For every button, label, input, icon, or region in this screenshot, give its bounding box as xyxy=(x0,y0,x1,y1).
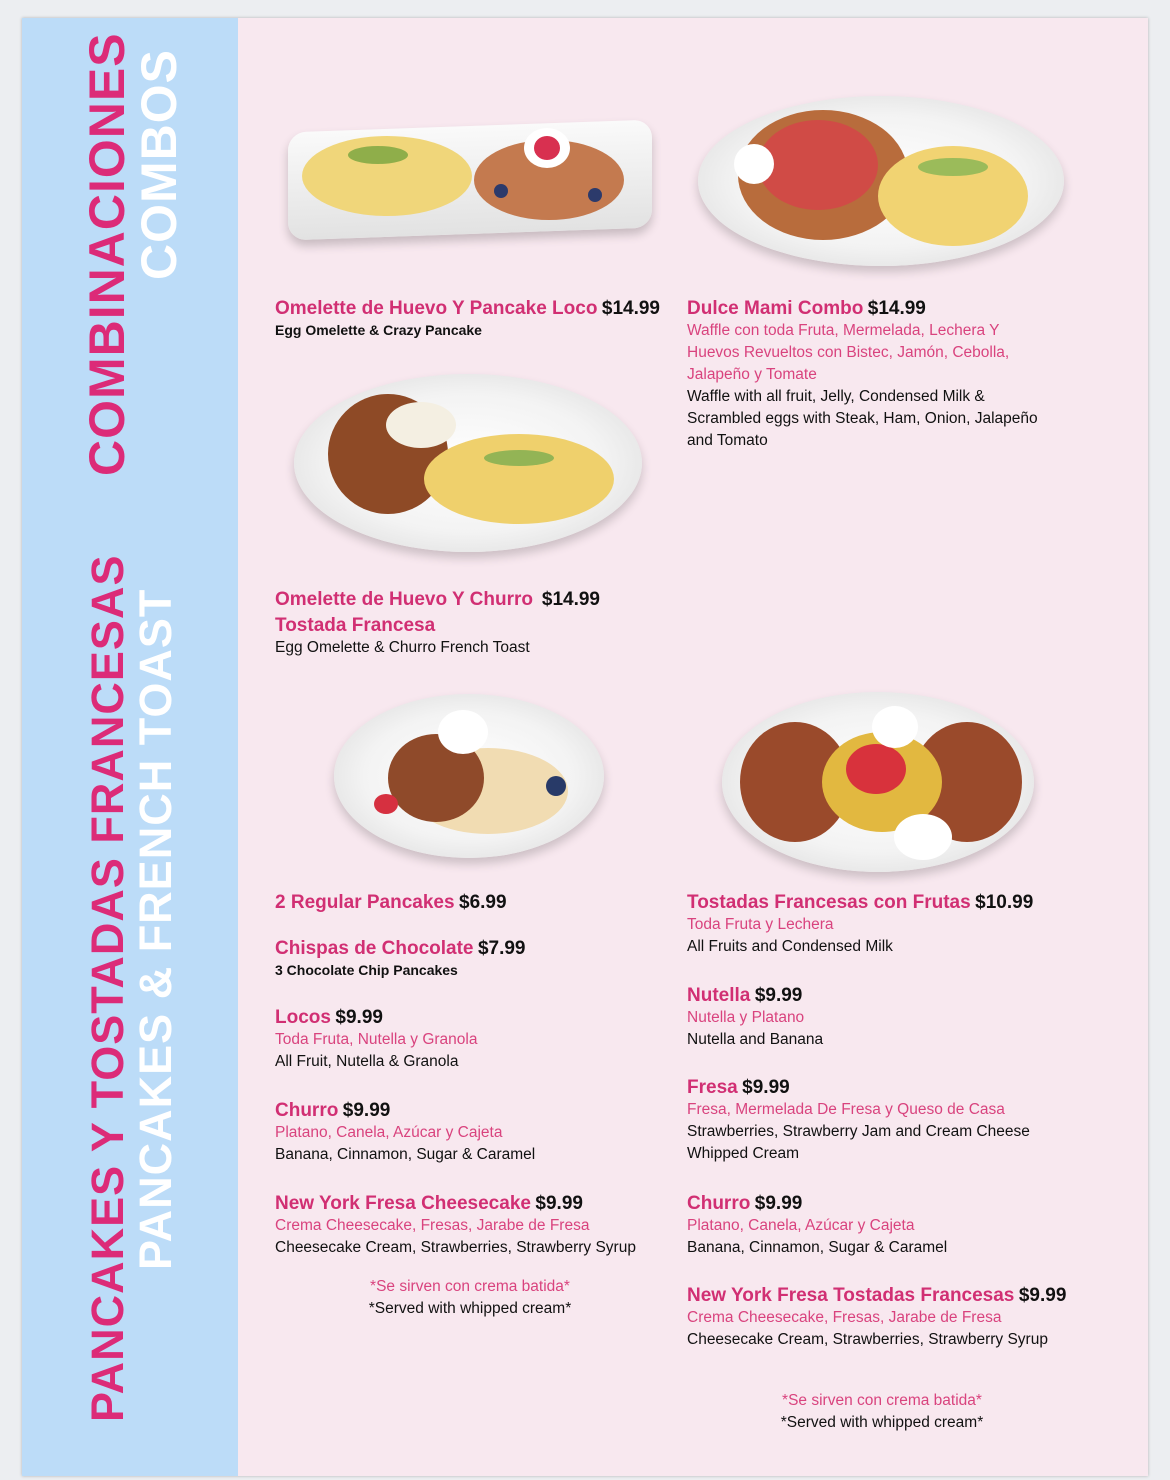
item-description-en: Banana, Cinnamon, Sugar & Caramel xyxy=(687,1239,948,1256)
french-toast-frutas-image xyxy=(722,692,1038,874)
section-title-pancakes-en: PANCAKES & FRENCH TOAST xyxy=(130,588,181,1270)
item-description-es-line: Jalapeño y Tomate xyxy=(687,366,817,383)
whipped-cream-note-right xyxy=(730,1390,1034,1434)
item-description-en: Egg Omelette & Crazy Pancake xyxy=(275,322,482,338)
item-name: Tostadas Francesas con Frutas xyxy=(687,892,971,913)
item-name: Churro xyxy=(687,1193,751,1214)
item-description-en: All Fruit, Nutella & Granola xyxy=(275,1053,459,1070)
note-en: *Served with whipped cream* xyxy=(780,1414,984,1431)
item-description-en-line: Whipped Cream xyxy=(687,1145,799,1162)
item-name: Dulce Mami Combo xyxy=(687,298,864,319)
pancake-item-2 xyxy=(275,938,526,980)
item-name: New York Fresa Tostadas Francesas xyxy=(687,1285,1015,1306)
item-price: $9.99 xyxy=(535,1193,583,1214)
item-price: $9.99 xyxy=(742,1077,790,1098)
item-name: Omelette de Huevo Y Pancake Loco xyxy=(275,298,598,319)
omelette-pancake-loco-image xyxy=(288,118,652,240)
note-es: *Se sirven con crema batida* xyxy=(370,1278,570,1295)
item-price: $9.99 xyxy=(754,1193,803,1214)
item-description-en: Banana, Cinnamon, Sugar & Caramel xyxy=(275,1146,536,1163)
omelette-churro-image xyxy=(294,374,644,554)
item-price: $9.99 xyxy=(335,1007,383,1028)
item-description-es-line: Waffle con toda Fruta, Mermelada, Lechera Y xyxy=(687,322,1000,339)
item-name-line1: Omelette de Huevo Y Churro xyxy=(275,589,533,610)
item-description-en-line: and Tomato xyxy=(687,432,768,449)
whipped-cream-note-left xyxy=(318,1276,622,1320)
item-name: 2 Regular Pancakes xyxy=(275,892,455,913)
item-price: $9.99 xyxy=(754,985,803,1006)
item-description-es-line: Huevos Revueltos con Bistec, Jamón, Cebolla, xyxy=(687,344,1010,361)
french-toast-item-4 xyxy=(687,1193,947,1259)
item-description-en: All Fruits and Condensed Milk xyxy=(687,938,893,955)
item-description-en-line: Scrambled eggs with Steak, Ham, Onion, Jalapeño xyxy=(687,410,1038,427)
note-en: *Served with whipped cream* xyxy=(368,1300,572,1317)
item-name: New York Fresa Cheesecake xyxy=(275,1193,531,1214)
item-price: $14.99 xyxy=(541,589,600,610)
pancake-item-5 xyxy=(275,1193,636,1259)
item-price: $6.99 xyxy=(459,892,507,913)
item-description-es: Crema Cheesecake, Fresas, Jarabe de Fresa xyxy=(275,1217,590,1234)
combo-item-3 xyxy=(275,589,600,659)
item-description-en: 3 Chocolate Chip Pancakes xyxy=(275,962,458,978)
dulce-mami-combo-image xyxy=(698,90,1068,270)
item-description-es: Platano, Canela, Azúcar y Cajeta xyxy=(275,1124,503,1141)
french-toast-item-2 xyxy=(687,985,823,1051)
pancake-item-3 xyxy=(275,1007,477,1073)
french-toast-item-3 xyxy=(687,1077,1030,1165)
item-price: $7.99 xyxy=(477,938,526,959)
item-description-es: Crema Cheesecake, Fresas, Jarabe de Fresa xyxy=(687,1309,1002,1326)
item-name: Chispas de Chocolate xyxy=(275,938,474,959)
combo-item-2 xyxy=(687,298,1087,452)
item-description-es: Toda Fruta y Lechera xyxy=(687,916,834,933)
section-title-combos: COMBOS xyxy=(131,49,187,280)
menu-page xyxy=(22,18,1148,1476)
sidebar xyxy=(22,18,238,1476)
pancake-item-4 xyxy=(275,1100,535,1166)
item-price: $9.99 xyxy=(342,1100,391,1121)
item-description-es: Platano, Canela, Azúcar y Cajeta xyxy=(687,1217,915,1234)
pancakes-image xyxy=(334,694,606,862)
item-name: Locos xyxy=(275,1007,331,1028)
item-description-es: Nutella y Platano xyxy=(687,1009,805,1026)
item-price: $10.99 xyxy=(975,892,1034,913)
item-name: Fresa xyxy=(687,1077,738,1098)
item-price: $14.99 xyxy=(867,298,926,319)
item-name-line2: Tostada Francesa xyxy=(275,615,436,636)
item-price: $9.99 xyxy=(1018,1285,1067,1306)
item-name: Nutella xyxy=(687,985,751,1006)
item-name: Churro xyxy=(275,1100,339,1121)
french-toast-item-1 xyxy=(687,892,1033,958)
item-description-es: Fresa, Mermelada De Fresa y Queso de Casa xyxy=(687,1101,1005,1118)
item-description-en: Cheesecake Cream, Strawberries, Strawberry Syrup xyxy=(687,1331,1048,1348)
item-description-en: Nutella and Banana xyxy=(687,1031,824,1048)
item-description-en: Egg Omelette & Churro French Toast xyxy=(275,639,530,656)
item-description-en-line: Waffle with all fruit, Jelly, Condensed Milk & xyxy=(687,388,985,405)
item-description-en-line: Strawberries, Strawberry Jam and Cream Cheese xyxy=(687,1123,1030,1140)
section-title-combinaciones: COMBINACIONES xyxy=(79,32,135,476)
note-es: *Se sirven con crema batida* xyxy=(782,1392,982,1409)
pancake-item-1 xyxy=(275,892,507,914)
item-description-en: Cheesecake Cream, Strawberries, Strawberry Syrup xyxy=(275,1239,636,1256)
french-toast-item-5 xyxy=(687,1285,1066,1351)
combo-item-1 xyxy=(275,298,660,340)
item-price: $14.99 xyxy=(601,298,661,319)
item-description-es: Toda Fruta, Nutella y Granola xyxy=(275,1031,478,1048)
section-title-pancakes-es: PANCAKES Y TOSTADAS FRANCESAS xyxy=(82,554,133,1422)
